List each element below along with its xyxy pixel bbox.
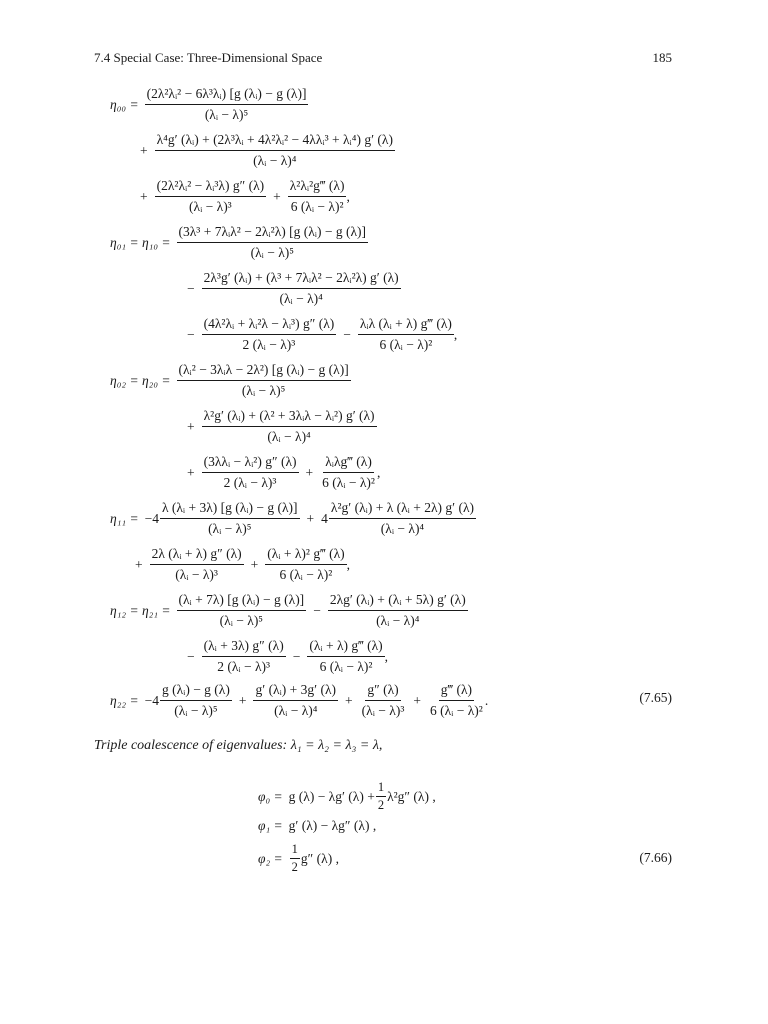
equation-eta01-line2 xyxy=(180,270,401,307)
fraction xyxy=(428,682,485,719)
denominator: 2 (λᵢ − λ)³ xyxy=(242,337,296,352)
fraction xyxy=(177,362,351,399)
fraction xyxy=(290,842,300,875)
equation-eta00-line2 xyxy=(133,132,395,169)
denominator: (λᵢ − λ)⁴ xyxy=(376,613,420,628)
fraction xyxy=(202,408,377,445)
fraction xyxy=(177,224,369,261)
equation-lhs: η₀₂ = η₂₀ = xyxy=(110,372,171,388)
denominator: (λᵢ − λ)⁵ xyxy=(204,107,249,122)
fraction xyxy=(160,500,300,537)
numerator: (λᵢ + 3λ) g″ (λ) xyxy=(202,638,286,657)
numerator: (λᵢ² − 3λᵢλ − 2λ²) [g (λᵢ) − g (λ)] xyxy=(177,362,351,381)
denominator: (λᵢ − λ)⁴ xyxy=(279,291,323,306)
equation-eta02-line3 xyxy=(180,454,380,491)
denominator: 6 (λᵢ − λ)² xyxy=(322,475,375,490)
equation-lhs: η₀₁ = η₁₀ = xyxy=(110,234,171,250)
fraction xyxy=(202,316,337,353)
page-number: 185 xyxy=(652,50,672,65)
numerator: 1 xyxy=(290,842,300,859)
fraction xyxy=(202,638,286,675)
numerator: (2λ²λᵢ² − λᵢ³λ) g″ (λ) xyxy=(155,178,267,197)
fraction xyxy=(360,682,407,719)
punctuation: , xyxy=(346,556,350,572)
expression: g′ (λ) − λg″ (λ) , xyxy=(288,818,377,833)
equation-lhs: η₁₂ = η₂₁ = xyxy=(110,602,171,618)
numerator: (λᵢ + λ)² g‴ (λ) xyxy=(265,546,346,565)
equation-lhs: φ₂ = xyxy=(258,850,283,866)
equation-number: (7.66) xyxy=(639,850,672,865)
equation-eta01-line3 xyxy=(180,316,457,353)
numerator: g″ (λ) xyxy=(365,682,400,701)
numerator: λ²g′ (λᵢ) + (λ² + 3λᵢλ − λᵢ²) g′ (λ) xyxy=(202,408,377,427)
denominator: 6 (λᵢ − λ)² xyxy=(279,567,333,582)
operator: − xyxy=(343,326,351,342)
denominator: (λᵢ − λ)⁵ xyxy=(174,703,218,718)
equation-lhs: η₀₀ = xyxy=(110,96,139,112)
fraction xyxy=(376,780,386,813)
denominator: (λᵢ − λ)⁴ xyxy=(267,429,311,444)
equation-eta22-line1 xyxy=(110,682,488,719)
operator: + xyxy=(140,142,148,158)
prose-condition: λ₁ = λ₂ = λ₃ = λ, xyxy=(290,738,383,753)
operator: − xyxy=(187,326,195,342)
operator: − xyxy=(187,280,195,296)
punctuation: . xyxy=(484,692,489,708)
operator: + xyxy=(413,692,421,708)
fraction xyxy=(358,316,454,353)
equation-lhs: η₁₁ = xyxy=(110,510,139,526)
denominator: (λᵢ − λ)⁵ xyxy=(219,613,264,628)
equation-phi0 xyxy=(258,780,436,813)
numerator: λ (λᵢ + 3λ) [g (λᵢ) − g (λ)] xyxy=(160,500,300,519)
denominator: 2 (λᵢ − λ)³ xyxy=(217,659,271,674)
expression: g (λ) − λg′ (λ) + xyxy=(288,788,375,804)
numerator: λ²g′ (λᵢ) + λ (λᵢ + 2λ) g′ (λ) xyxy=(329,500,476,519)
fraction xyxy=(202,454,299,491)
operator: + xyxy=(135,556,143,572)
equation-eta02-line2 xyxy=(180,408,377,445)
equation-eta12-line1 xyxy=(110,592,468,629)
numerator: (3λ³ + 7λᵢλ² − 2λᵢ²λ) [g (λᵢ) − g (λ)] xyxy=(177,224,369,243)
expression: g″ (λ) , xyxy=(300,850,339,866)
denominator: (λᵢ − λ)³ xyxy=(175,567,218,582)
fraction xyxy=(329,500,476,537)
fraction xyxy=(160,682,232,719)
fraction xyxy=(177,592,307,629)
denominator: (λᵢ − λ)³ xyxy=(189,199,232,214)
fraction xyxy=(328,592,468,629)
numerator: λᵢλg‴ (λ) xyxy=(323,454,374,473)
numerator: 1 xyxy=(376,780,386,797)
fraction xyxy=(202,270,401,307)
operator: + xyxy=(238,692,247,708)
equation-lhs: φ₀ = xyxy=(258,788,283,804)
numerator: g′ (λᵢ) + 3g′ (λ) xyxy=(253,682,338,701)
denominator: 2 xyxy=(377,798,385,812)
prose-heading: Triple coalescence of eigenvalues: xyxy=(94,738,288,753)
equation-phi2 xyxy=(258,842,339,875)
equation-lhs: η₂₂ = xyxy=(110,692,139,708)
numerator: (3λλᵢ − λᵢ²) g″ (λ) xyxy=(202,454,299,473)
fraction xyxy=(307,638,384,675)
equation-eta11-line1 xyxy=(110,500,476,537)
coefficient: 4 xyxy=(321,510,328,526)
denominator: 6 (λᵢ − λ)² xyxy=(379,337,433,352)
equation-number: (7.65) xyxy=(639,690,672,705)
operator: + xyxy=(250,556,259,572)
denominator: 6 (λᵢ − λ)² xyxy=(319,659,373,674)
punctuation: , xyxy=(453,326,458,342)
fraction xyxy=(155,132,395,169)
operator: + xyxy=(306,510,315,526)
numerator: (4λ²λᵢ + λᵢ²λ − λᵢ³) g″ (λ) xyxy=(202,316,337,335)
denominator: (λᵢ − λ)⁵ xyxy=(241,383,286,398)
expression: λ²g″ (λ) , xyxy=(387,788,436,804)
equation-eta12-line2 xyxy=(180,638,388,675)
operator: + xyxy=(140,188,148,204)
denominator: (λᵢ − λ)⁴ xyxy=(253,153,297,168)
fraction xyxy=(320,454,377,491)
numerator: λ²λᵢ²g‴ (λ) xyxy=(288,178,347,197)
denominator: 2 (λᵢ − λ)³ xyxy=(223,475,277,490)
coefficient: −4 xyxy=(144,692,159,708)
equation-eta11-line2 xyxy=(128,546,350,583)
equation-eta02-line1 xyxy=(110,362,351,399)
equation-eta00-line1 xyxy=(110,86,308,123)
fraction xyxy=(155,178,267,215)
operator: + xyxy=(187,418,195,434)
equation-phi1 xyxy=(258,818,376,834)
operator: − xyxy=(187,648,195,664)
numerator: g‴ (λ) xyxy=(439,682,474,701)
numerator: 2λ (λᵢ + λ) g″ (λ) xyxy=(150,546,244,565)
fraction xyxy=(265,546,346,583)
denominator: (λᵢ − λ)⁵ xyxy=(208,521,252,536)
numerator: λᵢλ (λᵢ + λ) g‴ (λ) xyxy=(358,316,454,335)
fraction xyxy=(145,86,309,123)
operator: − xyxy=(292,648,301,664)
numerator: λ⁴g′ (λᵢ) + (2λ³λᵢ + 4λ²λᵢ² − 4λλᵢ³ + λᵢ⁴) g′ (λ) xyxy=(155,132,395,151)
operator: − xyxy=(313,602,321,618)
operator: + xyxy=(273,188,281,204)
equation-lhs: φ₁ = xyxy=(258,818,283,833)
punctuation: , xyxy=(376,464,381,480)
section-title: 7.4 Special Case: Three-Dimensional Space xyxy=(94,50,323,65)
operator: + xyxy=(345,692,353,708)
numerator: (2λ²λᵢ² − 6λ³λᵢ) [g (λᵢ) − g (λ)] xyxy=(145,86,309,105)
denominator: 2 xyxy=(291,860,298,874)
numerator: 2λg′ (λᵢ) + (λᵢ + 5λ) g′ (λ) xyxy=(328,592,468,611)
equation-eta00-line3 xyxy=(133,178,350,215)
fraction xyxy=(150,546,244,583)
denominator: (λᵢ − λ)³ xyxy=(361,703,405,718)
numerator: (λᵢ + 7λ) [g (λᵢ) − g (λ)] xyxy=(177,592,307,611)
denominator: (λᵢ − λ)⁴ xyxy=(380,521,425,536)
numerator: (λᵢ + λ) g‴ (λ) xyxy=(307,638,384,657)
punctuation: , xyxy=(384,648,389,664)
fraction xyxy=(253,682,338,719)
denominator: 6 (λᵢ − λ)² xyxy=(430,703,483,718)
numerator: g (λᵢ) − g (λ) xyxy=(160,682,232,701)
denominator: (λᵢ − λ)⁴ xyxy=(274,703,318,718)
fraction xyxy=(288,178,350,215)
operator: + xyxy=(305,464,314,480)
equation-eta01-line1 xyxy=(110,224,368,261)
denominator: 6 (λᵢ − λ)² xyxy=(290,199,344,214)
coefficient: −4 xyxy=(144,510,159,526)
paragraph-triple-coalescence xyxy=(94,738,672,754)
denominator: (λᵢ − λ)⁵ xyxy=(250,245,294,260)
numerator: 2λ³g′ (λᵢ) + (λ³ + 7λᵢλ² − 2λᵢ²λ) g′ (λ) xyxy=(202,270,401,289)
punctuation: , xyxy=(346,188,350,204)
operator: + xyxy=(187,464,195,480)
